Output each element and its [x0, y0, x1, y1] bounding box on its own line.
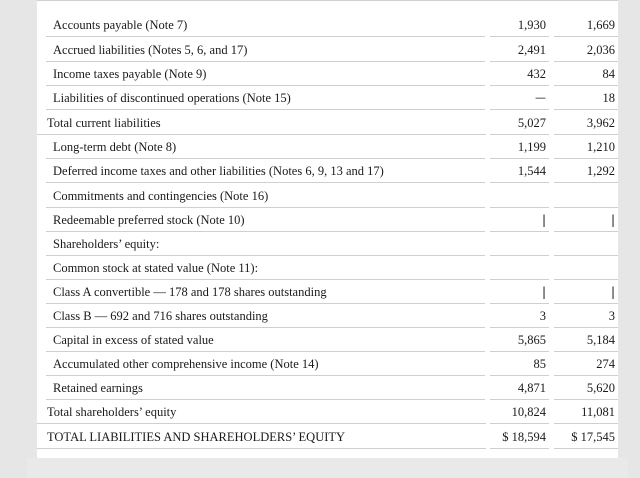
value-2002: 11,081 — [581, 405, 615, 419]
value-2002-cell — [554, 208, 618, 232]
row-label: Retained earnings — [53, 381, 143, 395]
table-row — [37, 86, 618, 110]
value-2003-cell — [490, 86, 549, 110]
table-total-row — [37, 425, 618, 449]
row-label: TOTAL LIABILITIES AND SHAREHOLDERS’ EQUITY — [47, 430, 346, 444]
table-row — [37, 232, 618, 256]
cell-rule — [490, 109, 549, 110]
value-2003: 3 — [539, 309, 546, 323]
value-2002-cell — [554, 400, 618, 424]
value-2003: 1,199 — [517, 140, 546, 154]
value-2002-cell — [554, 352, 618, 376]
row-label: Deferred income taxes and other liabilities (Notes 6, 9, 13 and 17) — [53, 164, 384, 178]
value-2002-cell — [554, 256, 618, 280]
table-row — [37, 352, 618, 376]
value-2002-cell — [554, 111, 618, 135]
row-label: Class B — 692 and 716 shares outstanding — [53, 309, 268, 323]
value-2002-cell — [554, 376, 618, 400]
value-2003-cell — [490, 304, 549, 328]
value-2002: 274 — [596, 357, 615, 371]
value-2003: 432 — [527, 67, 546, 81]
value-2002: 3 — [608, 309, 615, 323]
value-2002: | — [610, 213, 615, 227]
value-2003: | — [541, 213, 546, 227]
table-row — [37, 135, 618, 159]
value-2002: 1,210 — [586, 140, 615, 154]
value-2003: 1,930 — [517, 18, 546, 32]
row-label: Capital in excess of stated value — [53, 333, 214, 347]
value-2003-cell — [490, 425, 549, 449]
row-label: Long-term debt (Note 8) — [53, 140, 177, 154]
table-top-rule — [37, 0, 618, 1]
value-2003-cell — [490, 376, 549, 400]
value-2003-cell — [490, 400, 549, 424]
value-2003-cell — [490, 62, 549, 86]
value-2002-cell — [554, 38, 618, 62]
value-2003: 5,865 — [517, 333, 546, 347]
row-label: Total current liabilities — [47, 116, 161, 130]
value-2002-cell — [554, 62, 618, 86]
value-2003-cell — [490, 280, 549, 304]
row-label: Total shareholders’ equity — [47, 405, 177, 419]
cell-rule — [490, 448, 549, 449]
value-2003: $ 18,594 — [502, 430, 546, 444]
value-2002: 5,184 — [586, 333, 615, 347]
table-row — [37, 62, 618, 86]
value-2002: 3,962 — [586, 116, 615, 130]
cell-rule — [554, 36, 618, 37]
row-label: Accrued liabilities (Notes 5, 6, and 17) — [53, 43, 248, 57]
value-2003-cell — [490, 352, 549, 376]
value-2003: 10,824 — [511, 405, 546, 419]
value-2002-cell — [554, 425, 618, 449]
cell-rule — [490, 423, 549, 424]
value-2003: 85 — [533, 357, 546, 371]
row-rule — [46, 36, 485, 37]
value-2002: 84 — [602, 67, 615, 81]
row-label: Commitments and contingencies (Note 16) — [53, 189, 269, 203]
value-2003: 5,027 — [517, 116, 546, 130]
left-margin — [27, 0, 37, 458]
cell-rule — [554, 182, 618, 183]
cell-rule — [554, 448, 618, 449]
value-2003-cell — [490, 256, 549, 280]
value-2002-cell — [554, 159, 618, 183]
value-2002-cell — [554, 304, 618, 328]
value-2002: 1,669 — [586, 18, 615, 32]
table-row — [37, 38, 618, 62]
table-row — [37, 159, 618, 183]
row-label: Shareholders’ equity: — [53, 237, 160, 251]
value-2003-cell — [490, 208, 549, 232]
value-2003: 4,871 — [517, 381, 546, 395]
value-2003-cell — [490, 13, 549, 37]
table-total-row — [37, 111, 618, 135]
value-2002: 5,620 — [586, 381, 615, 395]
row-label: Redeemable preferred stock (Note 10) — [53, 213, 245, 227]
value-2002-cell — [554, 135, 618, 159]
table-row — [37, 304, 618, 328]
value-2003: 2,491 — [517, 43, 546, 57]
table-row — [37, 376, 618, 400]
cell-rule — [490, 36, 549, 37]
table-row — [37, 328, 618, 352]
bottom-margin — [27, 458, 628, 478]
value-2003-cell — [490, 135, 549, 159]
row-label: Liabilities of discontinued operations (Note 15) — [53, 91, 291, 105]
value-2002: 2,036 — [586, 43, 615, 57]
value-2002: 18 — [602, 91, 615, 105]
table-row — [37, 13, 618, 37]
value-2002: $ 17,545 — [571, 430, 615, 444]
value-2002-cell — [554, 280, 618, 304]
value-2003-cell — [490, 328, 549, 352]
table-total-row — [37, 400, 618, 424]
value-2002: 1,292 — [586, 164, 615, 178]
value-2002-cell — [554, 184, 618, 208]
value-2002-cell — [554, 13, 618, 37]
row-rule — [46, 182, 485, 183]
value-2003: — — [535, 91, 546, 104]
value-2003-cell — [490, 159, 549, 183]
table-row — [37, 208, 618, 232]
value-2003-cell — [490, 184, 549, 208]
table-row — [37, 280, 618, 304]
value-2003-cell — [490, 232, 549, 256]
value-2003-cell — [490, 38, 549, 62]
table-row — [37, 256, 618, 280]
table-row — [37, 184, 618, 208]
value-2003: 1,544 — [517, 164, 546, 178]
value-2002-cell — [554, 328, 618, 352]
row-rule — [37, 448, 486, 449]
cell-rule — [554, 109, 618, 110]
balance-sheet-table — [37, 0, 618, 458]
row-label: Common stock at stated value (Note 11): — [53, 261, 259, 275]
row-label: Accounts payable (Note 7) — [53, 18, 188, 32]
cell-rule — [554, 423, 618, 424]
value-2002: | — [610, 285, 615, 299]
row-rule — [37, 423, 486, 424]
value-2003-cell — [490, 111, 549, 135]
row-label: Class A convertible — 178 and 178 shares outstanding — [53, 285, 327, 299]
row-label: Income taxes payable (Note 9) — [53, 67, 207, 81]
row-label: Accumulated other comprehensive income (Note 14) — [53, 357, 319, 371]
cell-rule — [490, 182, 549, 183]
value-2003: | — [541, 285, 546, 299]
value-2002-cell — [554, 232, 618, 256]
row-rule — [46, 109, 485, 110]
value-2002-cell — [554, 86, 618, 110]
